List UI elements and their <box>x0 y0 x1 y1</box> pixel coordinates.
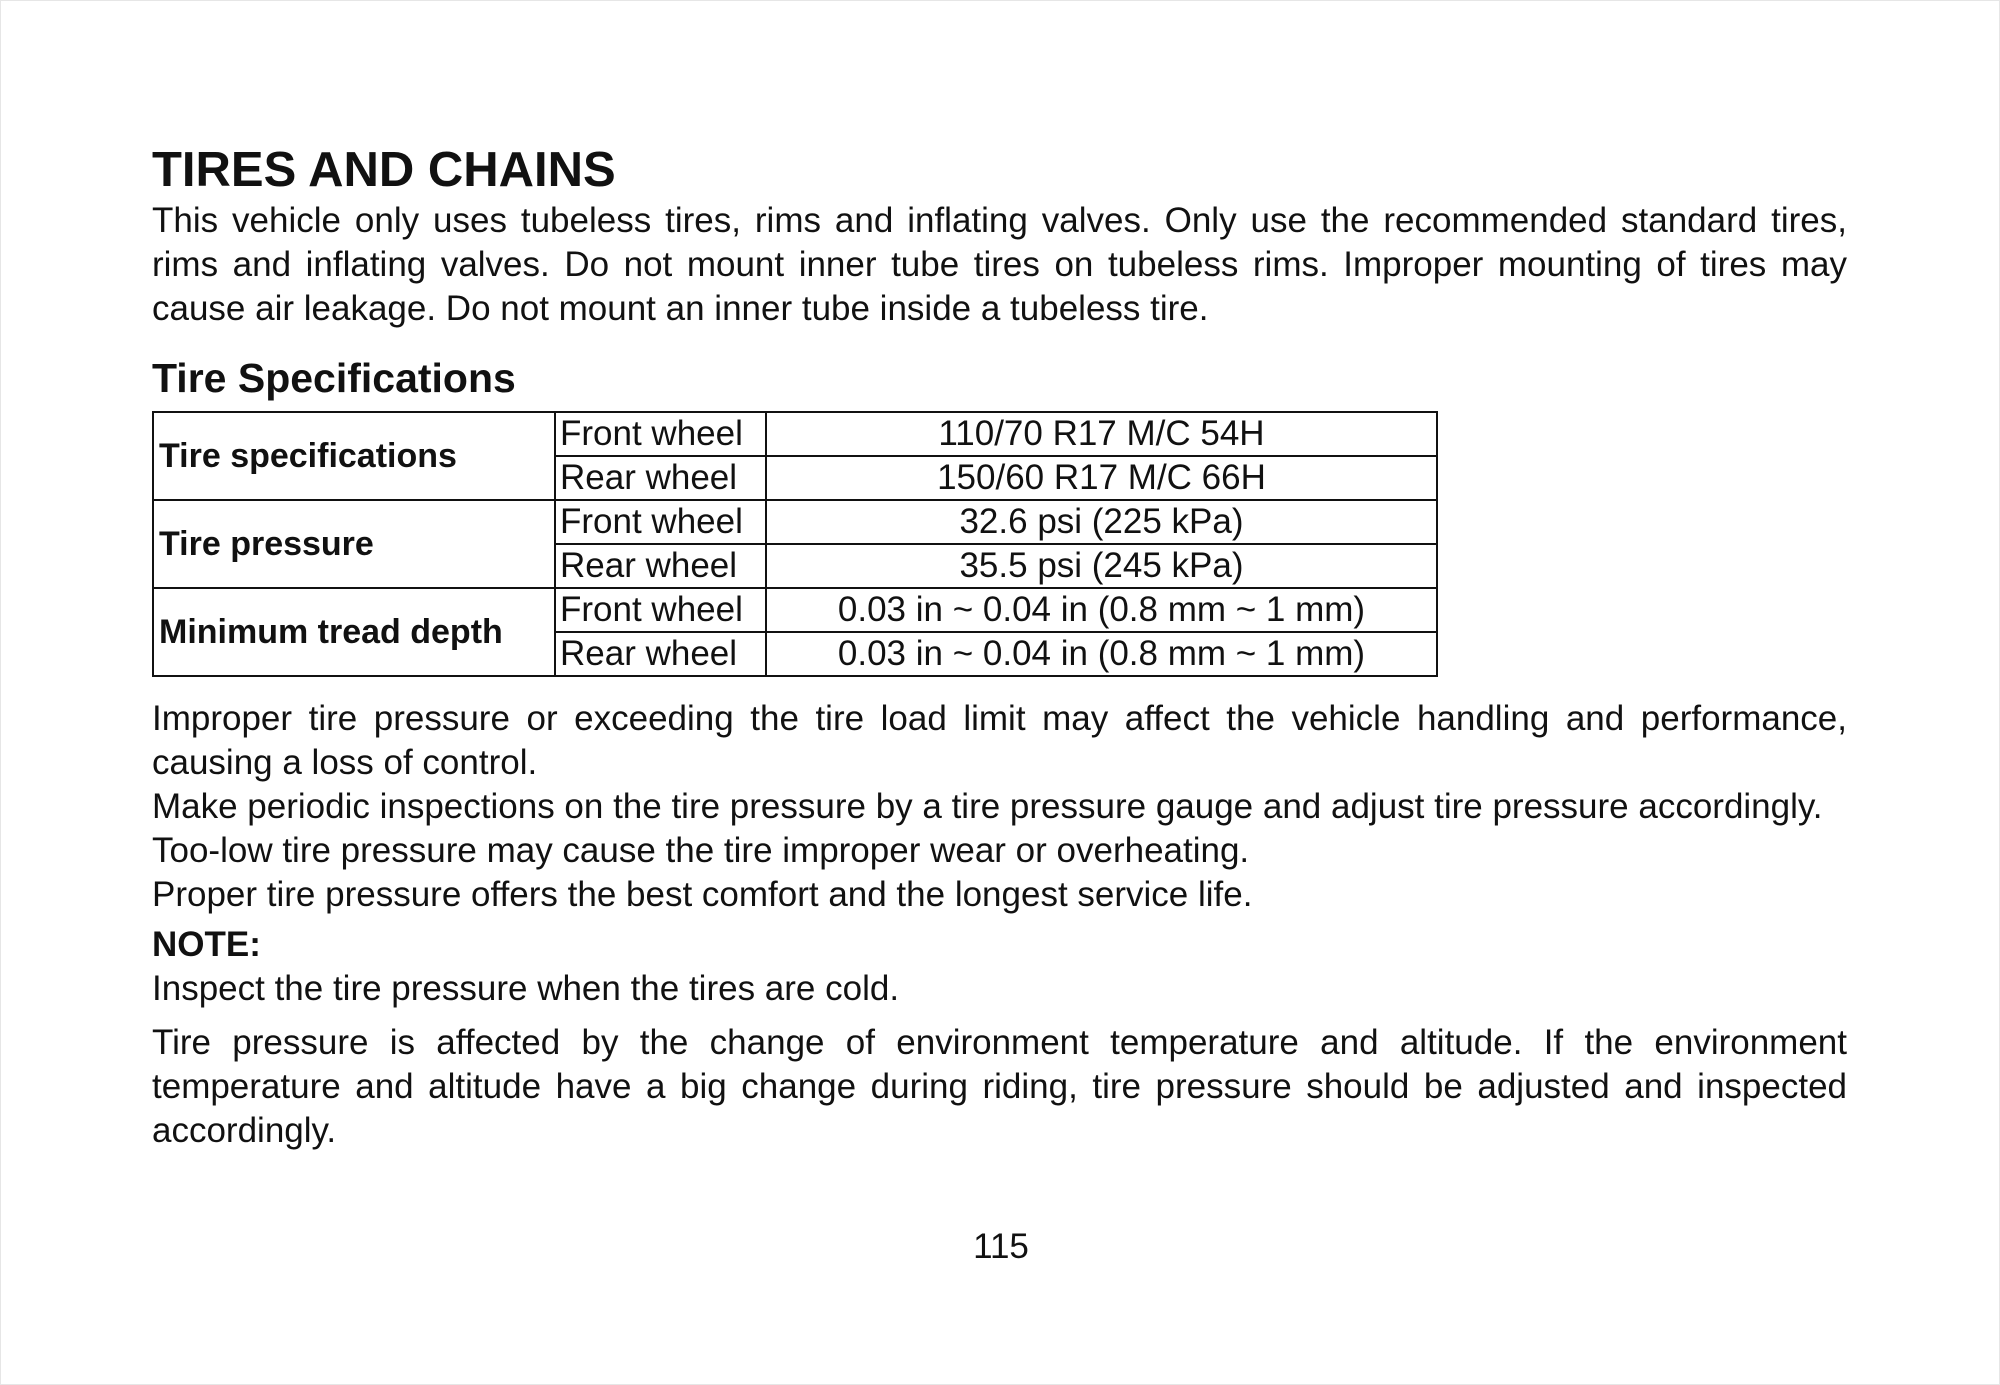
page-content <box>152 141 1847 1153</box>
wheel-label: Front wheel <box>555 412 766 456</box>
wheel-label: Front wheel <box>555 588 766 632</box>
guidance-paragraph: Too-low tire pressure may cause the tire improper wear or overheating. <box>152 831 1250 870</box>
spec-value: 0.03 in ~ 0.04 in (0.8 mm ~ 1 mm) <box>766 588 1437 632</box>
group-label-tire-specifications: Tire specifications <box>153 412 555 500</box>
tire-spec-table <box>152 411 1438 677</box>
group-label-minimum-tread-depth: Minimum tread depth <box>153 588 555 676</box>
spec-value: 150/60 R17 M/C 66H <box>766 456 1437 500</box>
page-number: 115 <box>973 1227 1029 1266</box>
table-row <box>153 412 1437 456</box>
guidance-paragraph: Proper tire pressure offers the best comfort and the longest service life. <box>152 875 1253 914</box>
spec-value: 35.5 psi (245 kPa) <box>766 544 1437 588</box>
section-title: Tire Specifications <box>152 355 516 401</box>
spec-value: 32.6 psi (225 kPa) <box>766 500 1437 544</box>
group-label-tire-pressure: Tire pressure <box>153 500 555 588</box>
note-label: NOTE: <box>152 925 261 964</box>
wheel-label: Rear wheel <box>555 456 766 500</box>
wheel-label: Rear wheel <box>555 544 766 588</box>
spec-value: 0.03 in ~ 0.04 in (0.8 mm ~ 1 mm) <box>766 632 1437 676</box>
wheel-label: Rear wheel <box>555 632 766 676</box>
spec-value: 110/70 R17 M/C 54H <box>766 412 1437 456</box>
closing-paragraph: Tire pressure is affected by the change of environment temperature and altitude. If the environment temperature and altitude have a big change during riding, tire pressure should be adjusted and inspected accordingly. <box>152 1023 1847 1150</box>
table-row <box>153 588 1437 632</box>
table-row <box>153 500 1437 544</box>
pressure-guidance <box>152 697 1847 917</box>
intro-paragraph: This vehicle only uses tubeless tires, rims and inflating valves. Only use the recommended standard tires, rims and inflating valves. Do not mount inner tube tires on tubeless rims. Improper mounting of tires may cause air leakage. Do not mount an inner tube inside a tubeless tire. <box>152 201 1847 328</box>
page-title: TIRES AND CHAINS <box>152 143 616 197</box>
guidance-paragraph: Improper tire pressure or exceeding the tire load limit may affect the vehicle handling and performance, causing a loss of control. <box>152 699 1847 782</box>
guidance-paragraph: Make periodic inspections on the tire pressure by a tire pressure gauge and adjust tire pressure accordingly. <box>152 787 1823 826</box>
wheel-label: Front wheel <box>555 500 766 544</box>
note-text: Inspect the tire pressure when the tires are cold. <box>152 969 900 1008</box>
